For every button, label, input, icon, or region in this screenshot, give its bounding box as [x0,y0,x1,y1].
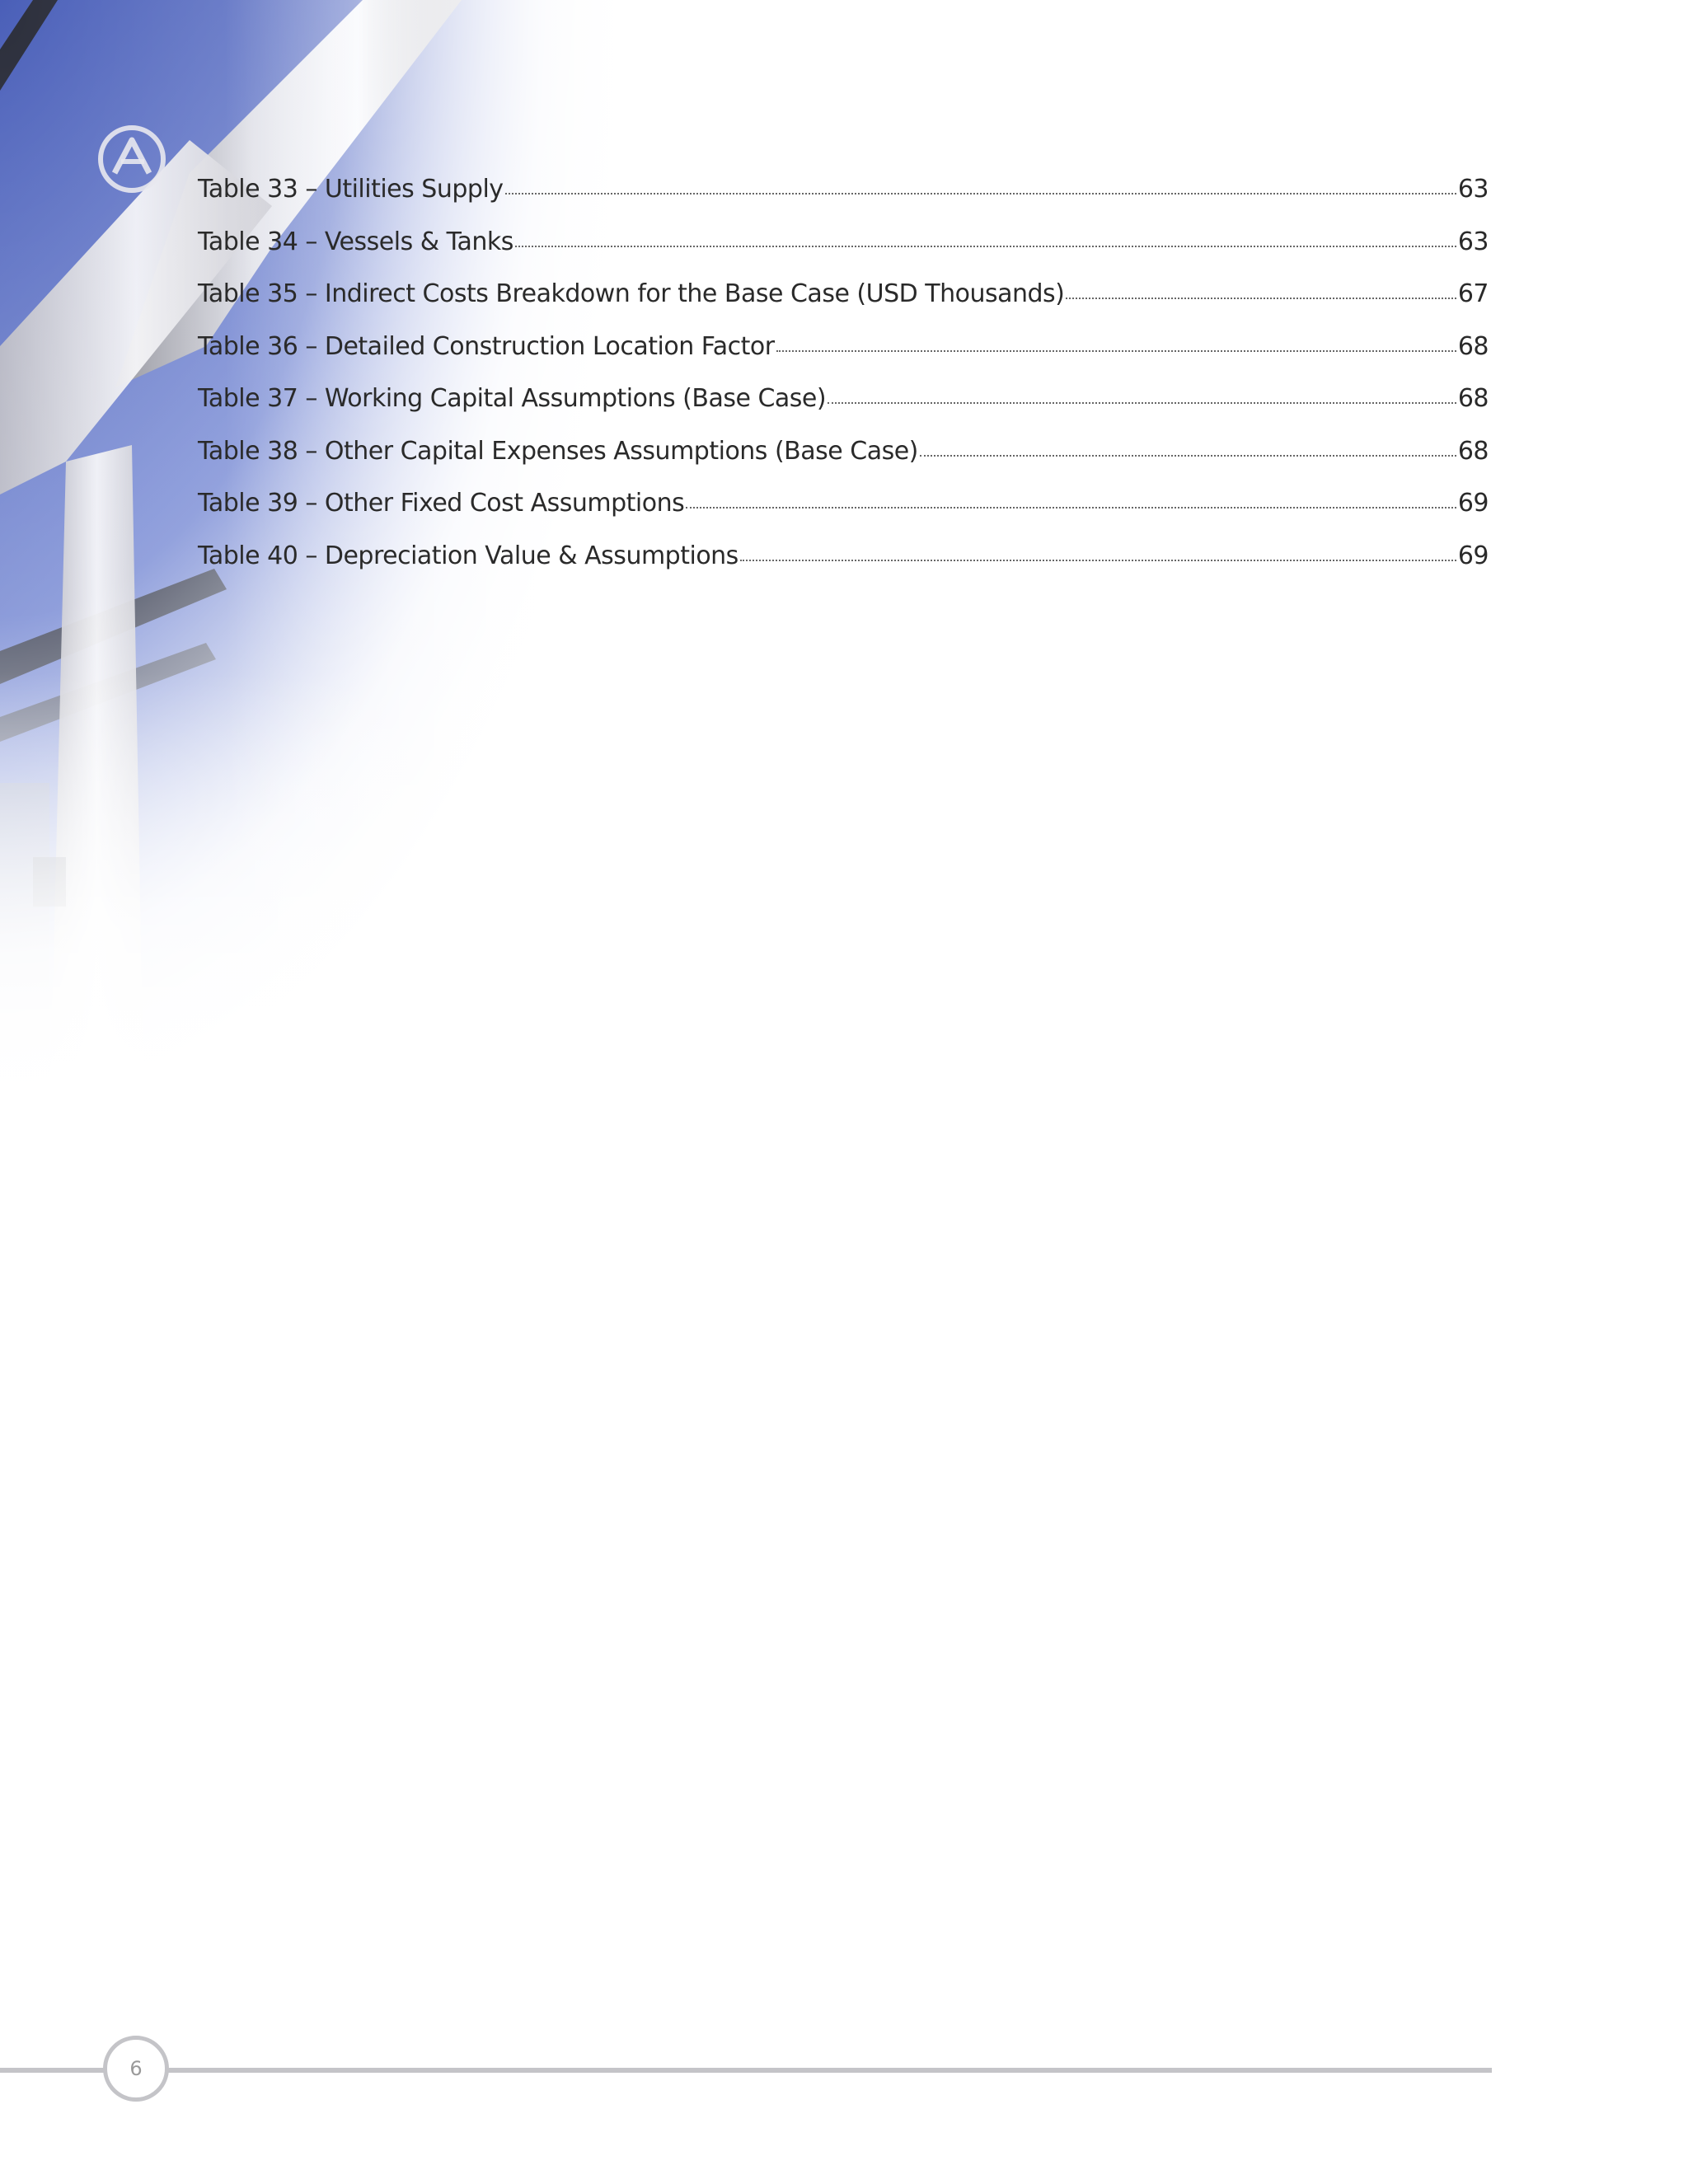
toc-entry-page: 67 [1457,279,1489,308]
toc-entry[interactable] [198,227,1489,280]
toc-entry[interactable] [198,384,1489,437]
toc-leader-dots [828,402,1456,404]
toc-entry[interactable] [198,541,1489,594]
page-number: 6 [129,2057,143,2080]
toc-entry[interactable] [198,489,1489,541]
table-of-contents [198,175,1489,593]
toc-entry-page: 63 [1457,175,1489,204]
toc-entry-title: Table 34 – Vessels & Tanks [198,227,513,256]
toc-entry-page: 69 [1457,489,1489,518]
toc-leader-dots [515,246,1456,247]
toc-entry-title: Table 37 – Working Capital Assumptions (Base Case) [198,384,827,413]
toc-entry[interactable] [198,175,1489,227]
toc-entry-page: 69 [1457,541,1489,570]
toc-entry-title: Table 33 – Utilities Supply [198,175,504,204]
company-logo-icon [96,124,167,194]
toc-leader-dots [1066,298,1456,299]
toc-entry-page: 68 [1457,331,1489,361]
toc-entry-title: Table 40 – Depreciation Value & Assumptions [198,541,738,570]
toc-entry[interactable] [198,437,1489,490]
toc-entry-title: Table 39 – Other Fixed Cost Assumptions [198,489,685,518]
toc-leader-dots [776,350,1456,352]
page-number-badge [103,2036,169,2102]
toc-entry-title: Table 38 – Other Capital Expenses Assumptions (Base Case) [198,436,918,466]
toc-leader-dots [686,507,1456,509]
toc-entry-title: Table 36 – Detailed Construction Location Factor [198,331,775,361]
toc-leader-dots [505,193,1456,194]
toc-entry[interactable] [198,332,1489,385]
toc-leader-dots [920,455,1456,457]
footer-rule [0,2068,1492,2073]
toc-entry-page: 63 [1457,227,1489,256]
toc-leader-dots [740,560,1456,561]
toc-entry-title: Table 35 – Indirect Costs Breakdown for the Base Case (USD Thousands) [198,279,1065,308]
toc-entry-page: 68 [1457,436,1489,466]
toc-entry-page: 68 [1457,384,1489,413]
toc-entry[interactable] [198,279,1489,332]
